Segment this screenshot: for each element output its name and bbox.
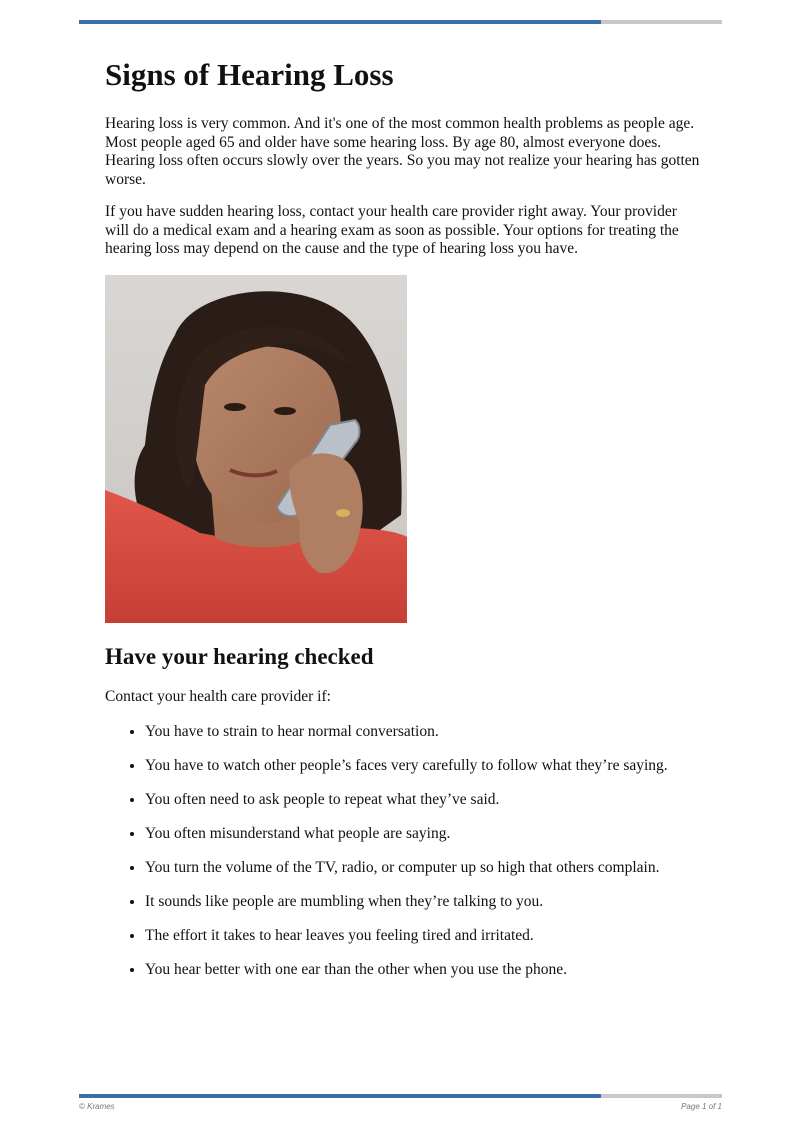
page-title: Signs of Hearing Loss <box>105 57 394 92</box>
footer-rule-fill <box>79 1094 601 1098</box>
header-rule-fill <box>79 20 601 24</box>
list-item: • It sounds like people are mumbling when they’re talking to you. <box>145 893 700 912</box>
list-item: • You have to strain to hear normal conversation. <box>145 723 700 742</box>
section-heading: Have your hearing checked <box>105 643 374 669</box>
header-rule <box>79 20 722 24</box>
intro-paragraph: If you have sudden hearing loss, contact your health care provider right away. Your provider will do a medical exam and a hearing exam as soon as possible. Your options for treating the hearing loss may depend on the cause and the type of hearing loss you have. <box>105 203 679 258</box>
list-item: • You turn the volume of the TV, radio, or computer up so high that others complain. <box>145 859 700 878</box>
list-item: • You hear better with one ear than the other when you use the phone. <box>145 961 700 980</box>
footer-copyright: © Krames <box>79 1102 115 1111</box>
list-item: • You often need to ask people to repeat what they’ve said. <box>145 791 700 810</box>
footer-rule <box>79 1094 722 1098</box>
footer-page-number: Page 1 of 1 <box>681 1102 722 1111</box>
section-lead: Contact your health care provider if: <box>105 688 331 706</box>
list-item: • You often misunderstand what people are saying. <box>145 825 700 844</box>
intro-paragraph: Hearing loss is very common. And it's one of the most common health problems as people age. Most people aged 65 and older have some hearing loss. By age 80, almost everyone does. Hearing loss often occurs slowly over the years. So you may not realize your hearing has gotten worse. <box>105 115 700 188</box>
symptom-list <box>105 723 700 980</box>
article <box>105 56 700 995</box>
list-item: • The effort it takes to hear leaves you feeling tired and irritated. <box>145 927 700 946</box>
list-item: • You have to watch other people’s faces very carefully to follow what they’re saying. <box>145 757 700 776</box>
woman-on-phone-photo <box>105 275 407 623</box>
